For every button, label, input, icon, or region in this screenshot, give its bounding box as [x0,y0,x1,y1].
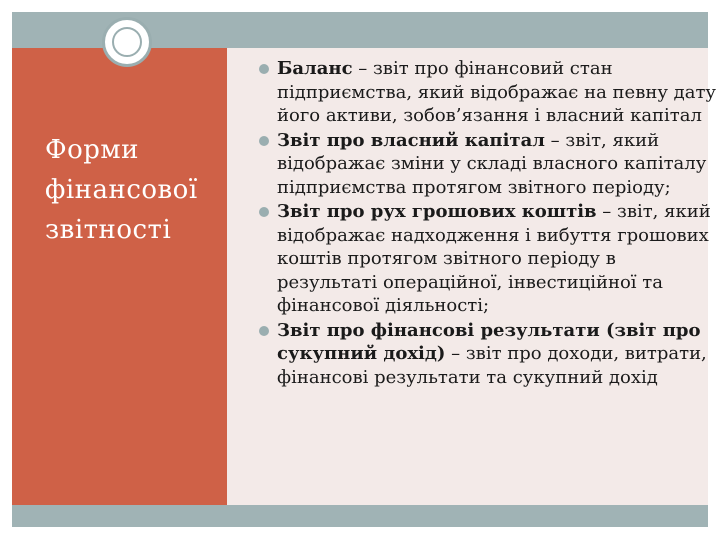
bullet-lead: Баланс [277,58,353,79]
bullet-lead: Звіт про фінансові результати (звіт про сукупний дохід) [277,319,701,364]
bullet-item-financial-results [277,319,717,390]
side-panel [12,48,227,505]
bullet-item-cash-flow [277,200,717,318]
bullet-dot-icon [259,136,269,146]
bullet-dot-icon [259,326,269,336]
bullet-lead: Звіт про власний капітал [277,129,545,151]
bullet-list [258,57,717,390]
bullet-lead: Звіт про рух грошових коштів [277,201,597,222]
ring-ornament-icon [102,17,152,67]
bullet-dot-icon [259,207,269,217]
bullet-text: – звіт про фінансовий стан підприємства, який відображає на певну дату його активи, зобов’язання і власний капітал [277,58,717,126]
slide-title-line-3: звітності [45,215,172,245]
bullet-item-balance [277,57,717,128]
bullet-text: – звіт, який відображає зміни у складі власного капіталу підприємства протягом звітного періоду; [277,129,707,198]
slide-title [45,130,235,250]
slide-title-line-2: фінансової [45,175,198,205]
bullet-text: – звіт про доходи, витрати, фінансові результати та сукупний дохід [277,343,707,388]
slide-title-line-1: Форми [45,135,139,165]
ring-ornament-inner [112,27,142,57]
bullet-text: – звіт, який відображає надходження і вибуття грошових коштів протягом звітного періоду в результаті операційної, інвестиційної та фінансової діяльності; [277,201,711,316]
bullet-dot-icon [259,64,269,74]
bottom-frame-bar [12,505,708,527]
bullet-item-equity [277,129,717,200]
